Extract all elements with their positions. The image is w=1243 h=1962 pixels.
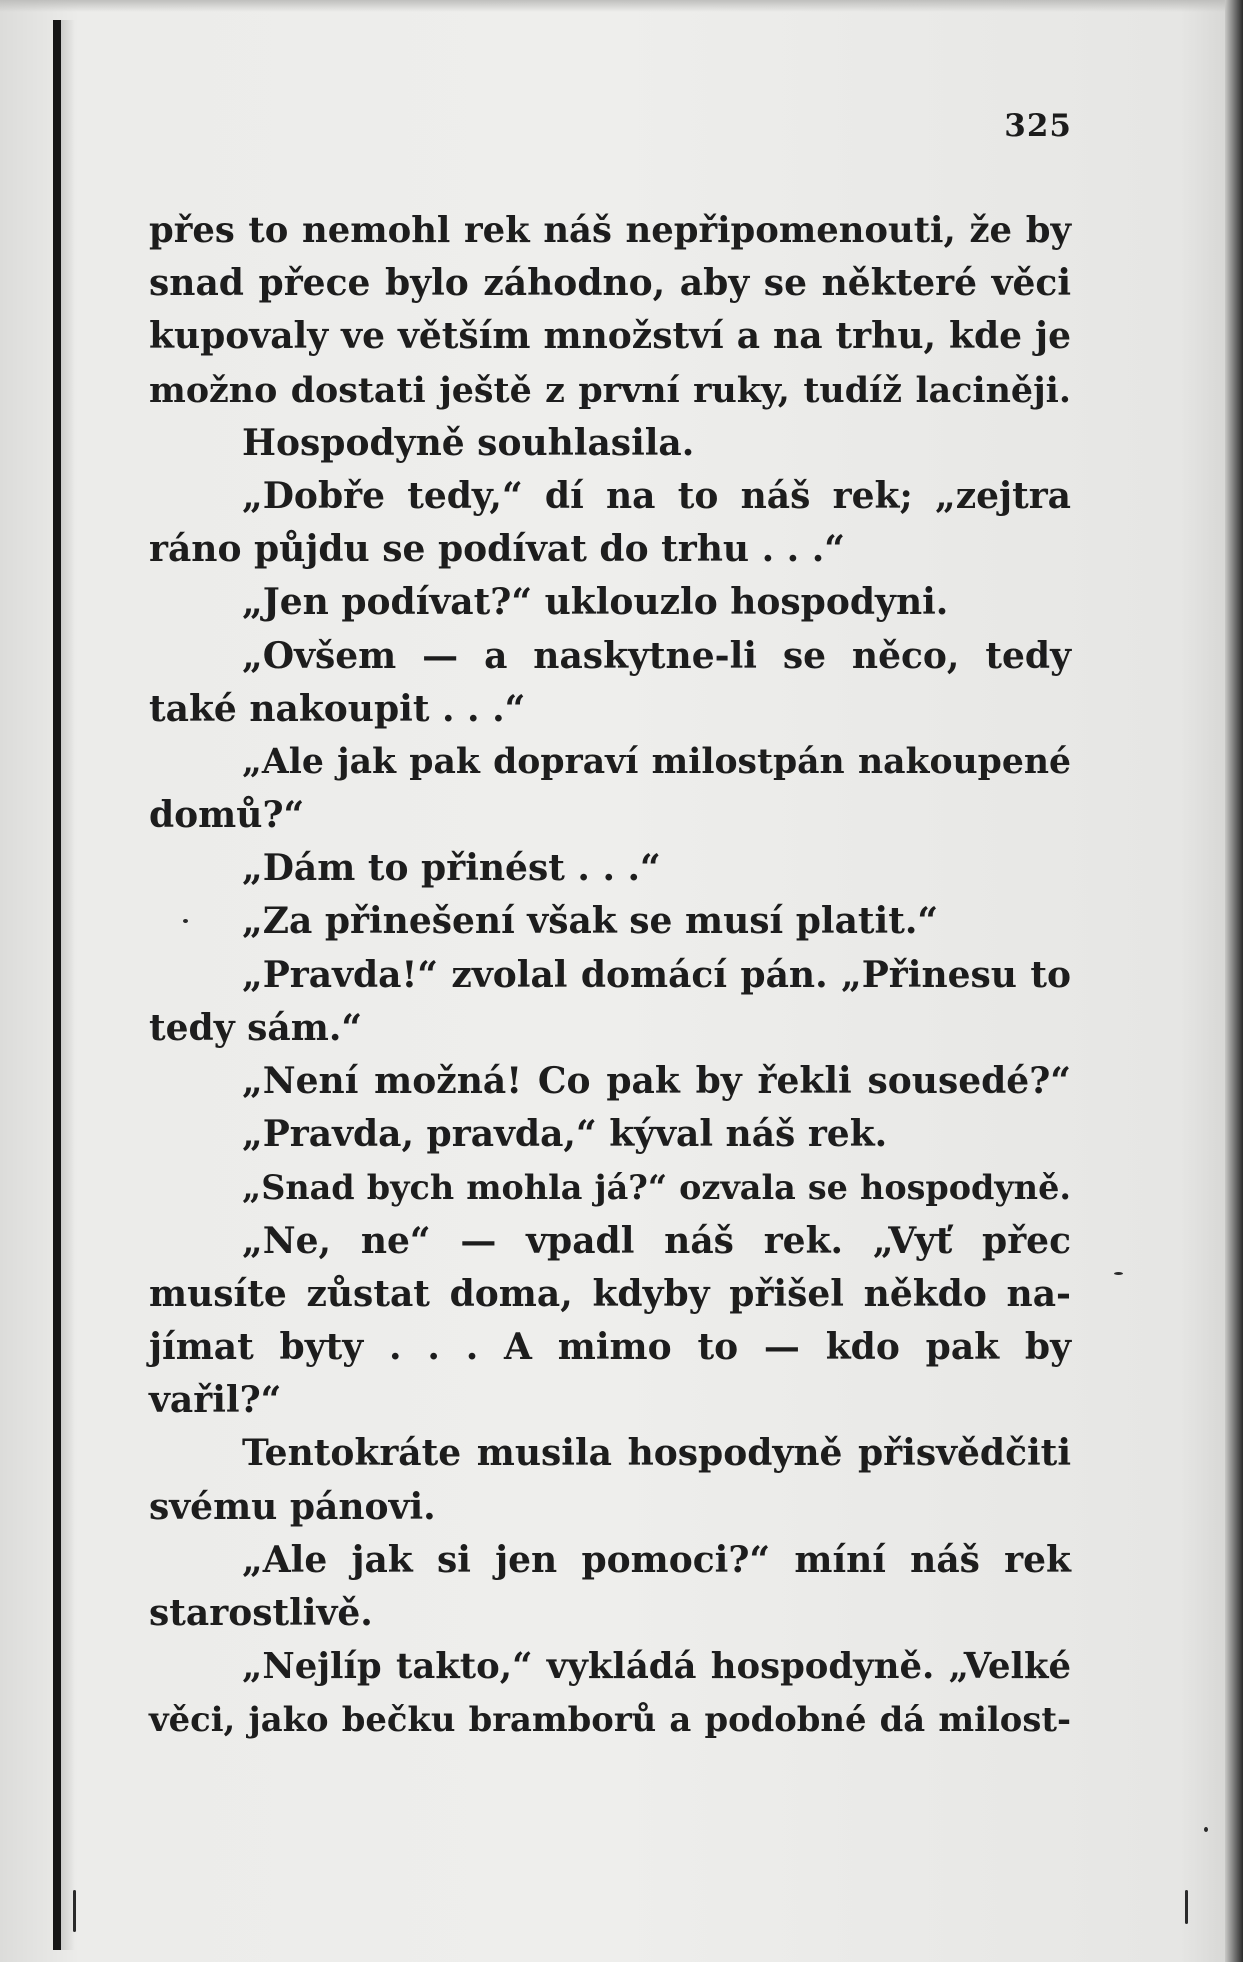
text-line: „Dobře tedy,“ dí na to náš rek; „zejtra <box>242 474 1071 517</box>
text-line: jímat byty . . . A mimo to — kdo pak by <box>149 1325 1071 1368</box>
print-speck <box>73 1890 76 1932</box>
print-speck <box>1185 1890 1188 1924</box>
body-text <box>149 204 1071 1746</box>
text-line: kupovaly ve větším množství a na trhu, kde je <box>149 315 1071 358</box>
text-line: starostlivě. <box>149 1591 373 1634</box>
text-line: „Ale jak si jen pomoci?“ míní náš rek <box>242 1538 1071 1581</box>
text-line: věci, jako bečku bramborů a podobné dá milost- <box>149 1699 1071 1740</box>
text-line: „Snad bych mohla já?“ ozvala se hospodyně. <box>242 1168 1071 1208</box>
text-line: „Jen podívat?“ uklouzlo hospodyni. <box>242 581 949 624</box>
text-line: „Pravda!“ zvolal domácí pán. „Přinesu to <box>242 953 1071 996</box>
print-speck <box>1114 1272 1123 1275</box>
text-line: ráno půjdu se podívat do trhu . . .“ <box>149 528 845 571</box>
text-line: musíte zůstat doma, kdyby přišel někdo na- <box>149 1272 1071 1315</box>
text-line: snad přece bylo záhodno, aby se některé věci <box>149 262 1071 305</box>
spine-shadow <box>61 20 75 1950</box>
text-line: domů?“ <box>149 794 305 837</box>
text-line: „Pravda, pravda,“ kýval náš rek. <box>242 1113 888 1156</box>
text-line: „Ne, ne“ — vpadl náš rek. „Vyť přec <box>242 1219 1071 1262</box>
page-number: 325 <box>1004 108 1072 144</box>
text-line: přes to nemohl rek náš nepřipomenouti, že by <box>149 210 1071 251</box>
text-line: Hospodyně souhlasila. <box>242 421 695 464</box>
text-line: svému pánovi. <box>149 1485 436 1528</box>
text-line: tedy sám.“ <box>149 1006 363 1049</box>
print-speck <box>1204 1827 1208 1832</box>
text-line: „Dám to přinést . . .“ <box>242 847 661 890</box>
page-top-edge <box>0 0 1243 12</box>
page-right-edge <box>1225 0 1243 1962</box>
text-line: „Ovšem — a naskytne-li se něco, tedy <box>242 634 1071 677</box>
book-spine-line <box>53 20 61 1950</box>
text-line: vařil?“ <box>149 1379 282 1422</box>
text-line: možno dostati ještě z první ruky, tudíž laciněji. <box>149 369 1071 411</box>
print-speck <box>183 919 188 923</box>
text-line: „Za přinešení však se musí platit.“ <box>242 900 939 943</box>
text-line: „Nejlíp takto,“ vykládá hospodyně. „Velké <box>242 1646 1071 1688</box>
text-line: také nakoupit . . .“ <box>149 687 526 730</box>
text-line: „Ale jak pak dopraví milostpán nakoupené <box>242 741 1071 782</box>
text-line: Tentokráte musila hospodyně přisvědčiti <box>242 1432 1071 1475</box>
text-line: „Není možná! Co pak by řekli sousedé?“ <box>242 1060 1071 1102</box>
